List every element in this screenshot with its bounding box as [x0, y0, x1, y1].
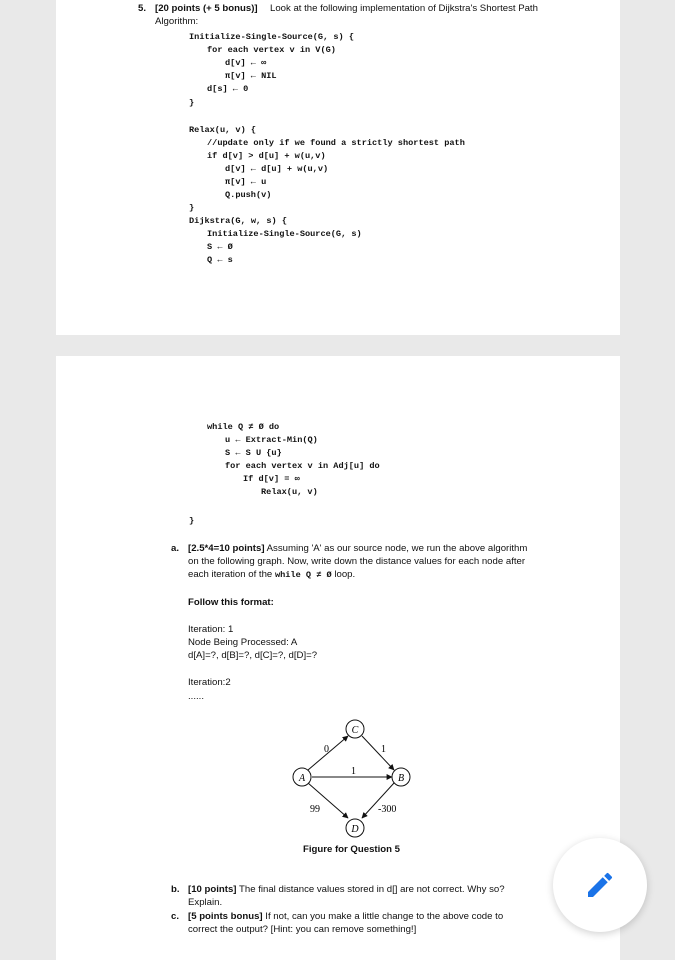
example-line: d[A]=?, d[B]=?, d[C]=?, d[D]=? — [188, 650, 318, 661]
code-line: Q.push(v) — [225, 190, 272, 200]
code-line: d[v] ← ∞ — [225, 58, 267, 68]
code-line: if d[v] > d[u] + w(u,v) — [207, 151, 326, 161]
part-b-label: b. — [171, 884, 180, 895]
part-a-text: Assuming 'A' as our source node, we run the above algorithm — [266, 543, 528, 554]
code-line: d[s] ← 0 — [207, 84, 249, 94]
code-line: } — [189, 98, 195, 108]
pencil-icon — [584, 869, 616, 901]
code-line: Dijkstra(G, w, s) { — [189, 216, 287, 226]
page-2 — [56, 356, 620, 960]
part-b-text: The final distance values stored in d[] are not correct. Why so? — [239, 884, 505, 895]
part-a-line-2: on the following graph. Now, write down the distance values for each node after — [188, 556, 526, 567]
part-c-line-2: correct the output? [Hint: you can remove something!] — [188, 924, 417, 935]
node-label-d: D — [351, 824, 359, 835]
question-number: 5. — [138, 3, 147, 14]
figure-caption: Figure for Question 5 — [303, 844, 401, 855]
code-line: π[v] ← NIL — [225, 71, 277, 81]
weight-a-d: 99 — [310, 804, 320, 815]
code-line: Initialize-Single-Source(G, s) — [207, 229, 362, 239]
part-b-line-2: Explain. — [188, 897, 223, 908]
example-ellipsis: ...... — [188, 691, 204, 702]
part-a-line-3 — [188, 569, 355, 581]
part-b-line-1 — [188, 884, 505, 896]
part-a-text: loop. — [334, 569, 356, 580]
part-c-text: If not, can you make a little change to the above code to — [265, 911, 504, 922]
follow-format-heading: Follow this format: — [188, 597, 274, 608]
code-line: Initialize-Single-Source(G, s) { — [189, 32, 355, 42]
example-line: Node Being Processed: A — [188, 637, 298, 648]
weight-c-b: 1 — [381, 744, 386, 755]
code-line: for each vertex v in Adj[u] do — [225, 461, 380, 471]
code-line: π[v] ← u — [225, 177, 267, 187]
example-line: Iteration:2 — [188, 677, 231, 688]
code-line: } — [189, 203, 195, 213]
question-points: [20 points (+ 5 bonus)] — [155, 3, 258, 14]
code-line: //update only if we found a strictly shortest path — [207, 138, 465, 148]
edit-button[interactable] — [553, 838, 647, 932]
code-line: u ← Extract-Min(Q) — [225, 435, 318, 445]
node-label-b: B — [397, 773, 405, 784]
code-line: for each vertex v in V(G) — [207, 45, 336, 55]
question-intro: Look at the following implementation of Dijkstra's Shortest Path — [270, 3, 538, 14]
code-line: d[v] ← d[u] + w(u,v) — [225, 164, 329, 174]
graph-figure — [280, 712, 430, 848]
code-line: S ← Ø — [207, 242, 233, 252]
part-a-line-1 — [188, 543, 527, 555]
part-a-text: each iteration of the — [188, 569, 273, 580]
weight-a-b: 1 — [351, 766, 356, 777]
node-label-c: C — [351, 725, 359, 736]
code-line: } — [189, 516, 195, 526]
code-line: Q ← s — [207, 255, 233, 265]
part-c-label: c. — [171, 911, 180, 922]
part-c-line-1 — [188, 911, 503, 923]
code-line: while Q ≠ Ø do — [207, 422, 280, 432]
code-line: Relax(u, v) { — [189, 125, 257, 135]
edge-c-b — [362, 736, 394, 770]
node-label-a: A — [298, 773, 306, 784]
question-intro-2: Algorithm: — [155, 16, 199, 27]
part-b-points: [10 points] — [188, 884, 237, 895]
code-line: S ← S U {u} — [225, 448, 282, 458]
weight-b-d: -300 — [378, 804, 397, 815]
inline-code: while Q ≠ Ø — [274, 570, 332, 580]
part-a-points: [2.5*4=10 points] — [188, 543, 265, 554]
part-a-label: a. — [171, 543, 180, 554]
weight-a-c: 0 — [324, 744, 329, 755]
code-line: Relax(u, v) — [261, 487, 318, 497]
example-line: Iteration: 1 — [188, 624, 234, 635]
page-1 — [56, 0, 620, 335]
code-line: If d[v] = ∞ — [243, 474, 300, 484]
part-c-points: [5 points bonus] — [188, 911, 263, 922]
